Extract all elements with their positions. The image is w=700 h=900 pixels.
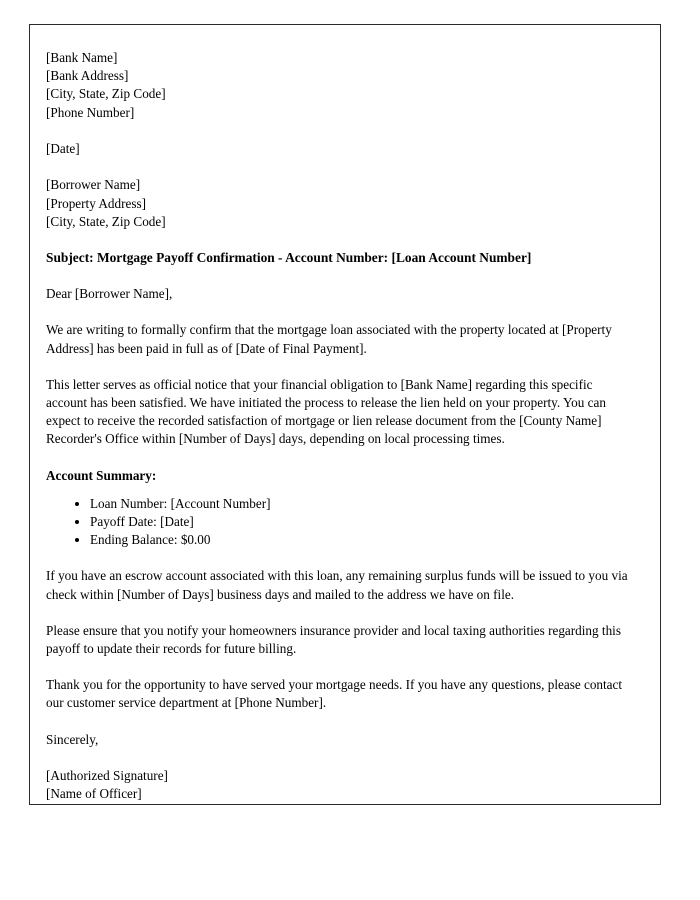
spacer-before-signature xyxy=(46,749,631,767)
recipient-line-city-state-zip: [City, State, Zip Code] xyxy=(46,213,166,229)
spacer-after-date xyxy=(46,158,631,176)
signature-line-officer-name: [Name of Officer] xyxy=(46,786,142,802)
spacer-before-closing xyxy=(46,713,631,731)
paragraph-thank-you: Thank you for the opportunity to have served your mortgage needs. If you have any questions, please contact our customer service department at [Phone Number]. xyxy=(46,677,623,711)
list-item: • Ending Balance: $0.00 xyxy=(90,531,631,549)
signature-line-authorized-signature: [Authorized Signature] xyxy=(46,767,168,783)
spacer-after-sender xyxy=(46,122,631,140)
sender-line-bank-name: [Bank Name] xyxy=(46,50,118,65)
date-line: [Date] xyxy=(46,141,80,156)
subject-line: Subject: Mortgage Payoff Confirmation - Account Number: [Loan Account Number] xyxy=(46,250,532,265)
account-summary-heading: Account Summary: xyxy=(46,467,157,483)
list-item: • Loan Number: [Account Number] xyxy=(90,495,631,513)
spacer-before-paragraph-2 xyxy=(46,358,631,376)
spacer-before-paragraph-1 xyxy=(46,303,631,321)
sender-line-city-state-zip: [City, State, Zip Code] xyxy=(46,86,166,102)
recipient-address-block xyxy=(46,176,631,231)
paragraph-insurance-notice: Please ensure that you notify your homeowners insurance provider and local taxing authorities regarding this payoff to update their records for future billing. xyxy=(46,622,621,657)
closing-salutation: Sincerely, xyxy=(46,731,99,747)
spacer-before-salutation xyxy=(46,267,631,285)
spacer-before-subject xyxy=(46,231,631,249)
letter-body xyxy=(30,25,660,803)
sender-address-block xyxy=(46,49,631,122)
paragraph-confirmation: We are writing to formally confirm that the mortgage loan associated with the property located at [Property Address] has been paid in full as of [Date of Final Payment]. xyxy=(46,322,612,356)
paragraph-lien-release: This letter serves as official notice that your financial obligation to [Bank Name] regarding this specific account has been satisfied. We have initiated the process to release the lien held on your property. You can expect to receive the recorded satisfaction of mortgage or lien release document from the [County Name] Recorder's Office within [Number of Days] days, depending on local processing times. xyxy=(46,376,606,447)
recipient-line-property-address: [Property Address] xyxy=(46,195,146,211)
signature-block xyxy=(46,767,631,803)
salutation: Dear [Borrower Name], xyxy=(46,286,173,302)
spacer-before-paragraph-5 xyxy=(46,658,631,676)
account-summary-list xyxy=(46,495,631,550)
list-item: • Payoff Date: [Date] xyxy=(90,513,631,531)
sender-line-bank-address: [Bank Address] xyxy=(46,68,129,84)
spacer-before-paragraph-4 xyxy=(46,604,631,622)
sender-line-phone-number: [Phone Number] xyxy=(46,104,135,120)
recipient-line-borrower-name: [Borrower Name] xyxy=(46,177,141,193)
spacer-before-paragraph-3 xyxy=(46,549,631,567)
paragraph-escrow-refund: If you have an escrow account associated with this loan, any remaining surplus funds will be issued to you via check within [Number of Days] business days and mailed to the address we have on file. xyxy=(46,568,628,602)
spacer-before-account-summary xyxy=(46,449,631,467)
letter-page xyxy=(29,24,661,805)
